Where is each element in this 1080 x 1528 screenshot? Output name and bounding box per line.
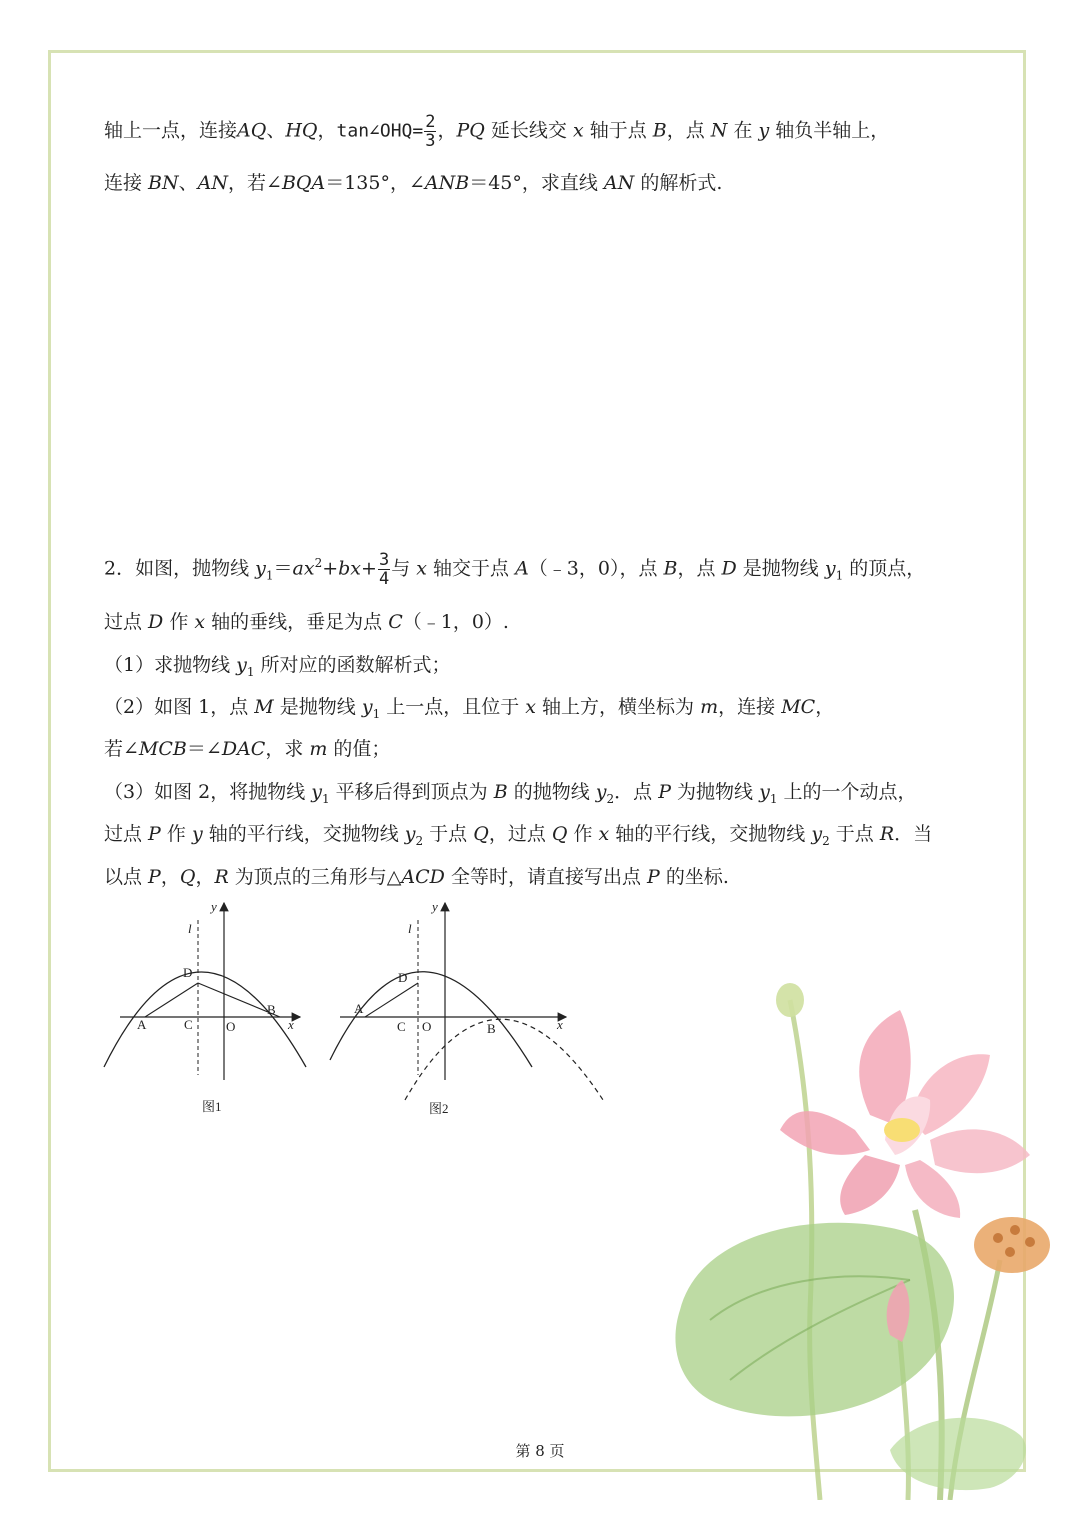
text: ．点 xyxy=(614,781,659,803)
text: B xyxy=(652,119,667,142)
text: x xyxy=(572,119,584,142)
text: ， xyxy=(317,119,337,142)
text: ＝∠ xyxy=(186,738,222,760)
text: MCB xyxy=(138,738,187,760)
label-x: x xyxy=(288,1017,294,1032)
text: ，过点 xyxy=(488,823,552,845)
label-C: C xyxy=(397,1019,406,1034)
subscript: 1 xyxy=(246,664,255,679)
text: y xyxy=(311,781,322,803)
text: 轴交于点 xyxy=(426,557,516,580)
text: y xyxy=(758,119,770,142)
text: 2．如图，抛物线 xyxy=(104,557,256,580)
text: 上一点，且位于 xyxy=(380,696,526,718)
figure-1 xyxy=(104,899,306,1114)
text: 为顶点的三角形与△ xyxy=(228,866,402,888)
text: P xyxy=(148,823,161,845)
lotus-decoration xyxy=(640,980,1060,1500)
text: ， xyxy=(815,696,835,718)
text: （﹣3，0），点 xyxy=(528,557,664,580)
text: y xyxy=(595,781,607,803)
label-B: B xyxy=(267,1002,276,1017)
text: A xyxy=(515,557,529,580)
label-B: B xyxy=(487,1021,496,1036)
text: + xyxy=(361,557,377,580)
numerator: 2 xyxy=(425,112,436,132)
label-y: y xyxy=(211,899,217,914)
denominator: 4 xyxy=(378,569,390,589)
text: （2）如图 1，点 xyxy=(104,696,255,718)
problem1-line2 xyxy=(104,168,722,195)
text: 作 xyxy=(567,823,599,845)
text: x xyxy=(525,696,537,718)
text: R xyxy=(879,823,895,845)
segment-AD xyxy=(365,983,418,1017)
figure-1-caption: 图1 xyxy=(202,1099,222,1114)
problem1-line1 xyxy=(104,113,889,150)
text: PQ xyxy=(456,119,485,142)
text: ACD xyxy=(401,866,445,888)
text: x xyxy=(194,611,206,633)
text: ， xyxy=(195,866,215,888)
text: ，若∠ xyxy=(228,172,282,194)
text: 轴上一点，连接 xyxy=(104,119,238,142)
label-D: D xyxy=(183,965,193,980)
text: 的坐标. xyxy=(659,866,729,888)
text: 所对应的函数解析式； xyxy=(254,654,451,676)
subscript: 2 xyxy=(415,833,424,848)
text: 过点 xyxy=(104,823,149,845)
text: ， xyxy=(437,119,457,142)
text: （﹣1，0）. xyxy=(402,611,509,633)
text: 的顶点， xyxy=(843,557,926,580)
text: bx xyxy=(338,557,362,580)
text: 的值； xyxy=(327,738,391,760)
question-2-cont xyxy=(104,734,390,761)
text: N xyxy=(710,119,728,142)
text: 、 xyxy=(266,119,286,142)
text: Q xyxy=(473,823,489,845)
text: 过点 xyxy=(104,611,149,633)
text: P xyxy=(658,781,672,803)
numerator: 3 xyxy=(378,550,390,570)
fraction xyxy=(424,113,436,150)
text: 是抛物线 xyxy=(273,696,362,718)
label-l: l xyxy=(188,921,192,936)
label-C: C xyxy=(184,1017,193,1032)
text: 于点 xyxy=(829,823,880,845)
text: HQ xyxy=(285,119,318,142)
subscript: 1 xyxy=(265,568,274,583)
text: y xyxy=(255,557,266,580)
text: ＝135°，∠ xyxy=(325,172,425,194)
text: ，点 xyxy=(677,557,722,580)
tan-expression: tan∠OHQ= xyxy=(336,120,424,142)
text: Q xyxy=(179,866,196,888)
text: + xyxy=(322,557,339,580)
question-2 xyxy=(104,692,834,721)
text: y xyxy=(191,823,203,845)
text: 轴负半轴上， xyxy=(769,119,890,142)
label-y: y xyxy=(432,899,438,914)
problem2-line1 xyxy=(104,551,925,588)
question-3-end xyxy=(104,862,729,889)
text: AQ xyxy=(237,119,267,142)
text: 为抛物线 xyxy=(671,781,760,803)
text: 上的一个动点， xyxy=(777,781,917,803)
text: ＝45°，求直线 xyxy=(469,172,604,194)
text: C xyxy=(388,611,403,633)
text: 的解析式. xyxy=(634,172,723,194)
text: ， xyxy=(160,866,180,888)
text: y xyxy=(824,557,836,580)
text: DAC xyxy=(221,738,266,760)
text: ＝ xyxy=(273,557,293,580)
text: D xyxy=(148,611,164,633)
text: y xyxy=(236,654,247,676)
text: ，求 xyxy=(265,738,310,760)
text: ax xyxy=(292,557,315,580)
text: 轴的垂线，垂足为点 xyxy=(205,611,389,633)
text: x xyxy=(598,823,610,845)
text: D xyxy=(721,557,737,580)
superscript: 2 xyxy=(314,556,323,571)
text: 全等时，请直接写出点 xyxy=(444,866,648,888)
question-3 xyxy=(104,777,917,806)
figure-2-caption: 图2 xyxy=(429,1101,449,1116)
label-A: A xyxy=(137,1017,147,1032)
text: AN xyxy=(603,172,635,194)
text: 作 xyxy=(163,611,195,633)
subscript: 1 xyxy=(322,791,330,806)
parabola-y2 xyxy=(405,1019,605,1103)
problem2-line2 xyxy=(104,607,509,634)
label-l: l xyxy=(408,921,412,936)
page-number: 第 8 页 xyxy=(515,1442,565,1460)
subscript: 1 xyxy=(372,706,381,721)
text: 于点 xyxy=(423,823,474,845)
text: 轴于点 xyxy=(583,119,653,142)
text: 的抛物线 xyxy=(507,781,596,803)
segment-AD xyxy=(145,983,198,1017)
text: ．当 xyxy=(894,823,933,845)
text: ，连接 xyxy=(718,696,782,718)
text: 轴的平行线，交抛物线 xyxy=(609,823,812,845)
text: （1）求抛物线 xyxy=(104,654,237,676)
text: AN xyxy=(197,172,229,194)
label-A: A xyxy=(354,1001,364,1016)
text: （3）如图 2，将抛物线 xyxy=(104,781,312,803)
text: 若∠ xyxy=(104,738,139,760)
subscript: 1 xyxy=(769,791,778,806)
denominator: 3 xyxy=(425,131,436,151)
text: R xyxy=(214,866,229,888)
text: B xyxy=(493,781,508,803)
subscript: 2 xyxy=(606,791,615,806)
text: ANB xyxy=(424,172,470,194)
text: 在 xyxy=(727,119,759,142)
text: 平移后得到顶点为 xyxy=(329,781,494,803)
figure-2 xyxy=(330,899,605,1116)
text: 轴的平行线，交抛物线 xyxy=(202,823,405,845)
text: BN xyxy=(148,172,179,194)
text: MC xyxy=(781,696,816,718)
text: 、 xyxy=(178,172,198,194)
label-x: x xyxy=(557,1017,563,1032)
text: P xyxy=(148,866,161,888)
figures xyxy=(100,895,620,1125)
label-D: D xyxy=(398,970,408,985)
text: m xyxy=(309,738,328,760)
subscript: 2 xyxy=(822,833,830,848)
text: m xyxy=(700,696,719,718)
fraction xyxy=(378,551,390,588)
question-1 xyxy=(104,650,451,679)
text: M xyxy=(254,696,274,718)
label-O: O xyxy=(226,1019,236,1034)
text: y xyxy=(759,781,770,803)
text: y xyxy=(811,823,823,845)
text: 轴上方，横坐标为 xyxy=(536,696,701,718)
subscript: 1 xyxy=(835,568,844,583)
text: BQA xyxy=(281,172,326,194)
text: y xyxy=(404,823,416,845)
text: x xyxy=(416,557,427,580)
text: Q xyxy=(551,823,568,845)
text: B xyxy=(663,557,678,580)
text: 与 xyxy=(391,557,417,580)
text: P xyxy=(647,866,660,888)
text: 以点 xyxy=(104,866,149,888)
text: ，点 xyxy=(666,119,711,142)
text: 是抛物线 xyxy=(736,557,825,580)
text: 连接 xyxy=(104,172,149,194)
text: 作 xyxy=(160,823,192,845)
text: y xyxy=(361,696,373,718)
text: 延长线交 xyxy=(484,119,573,142)
question-3-cont xyxy=(104,819,932,848)
label-O: O xyxy=(422,1019,432,1034)
